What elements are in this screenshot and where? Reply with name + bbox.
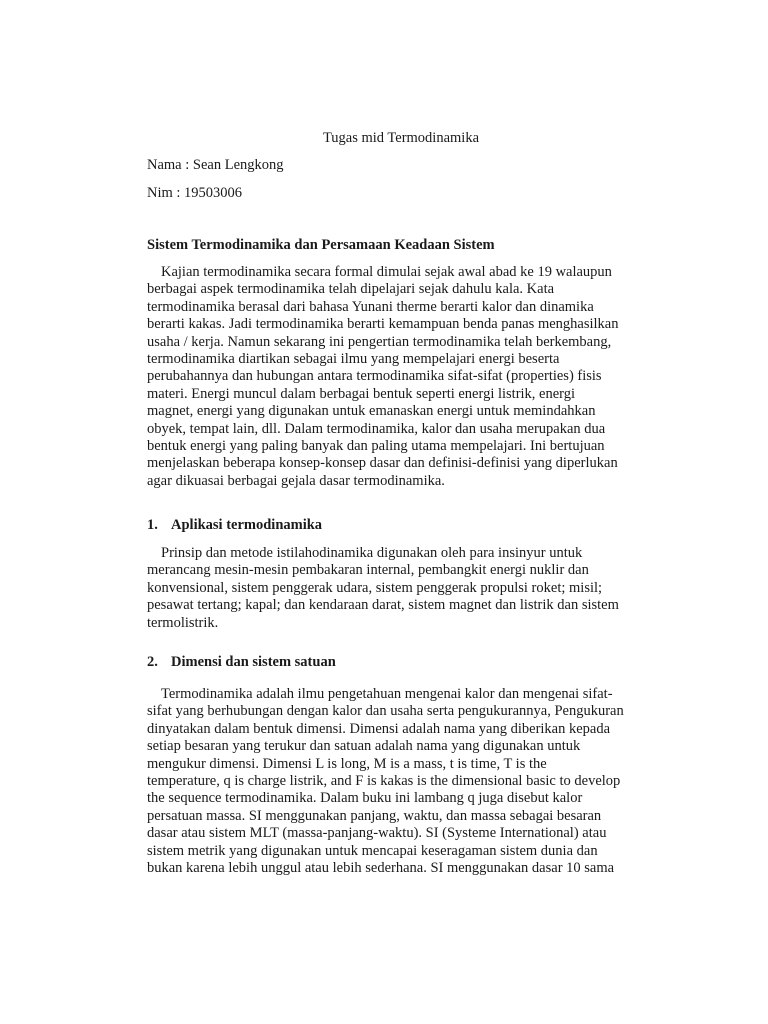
paragraph-line: bukan karena lebih unggul atau lebih sederhana. SI menggunakan dasar 10 sama <box>147 860 615 877</box>
paragraph-line: termolistrik. <box>147 614 219 631</box>
paragraph-line: Termodinamika adalah ilmu pengetahuan mengenai kalor dan mengenai sifat- <box>161 686 613 702</box>
section-number: 1. <box>147 517 158 533</box>
student-id-line: Nim : 19503006 <box>147 185 243 201</box>
paragraph-line: temperature, q is charge listrik, and F is kakas is the dimensional basic to develop <box>147 773 621 790</box>
section-2-heading <box>147 654 336 671</box>
paragraph-line: dasar atau sistem MLT (massa-panjang-waktu). SI (Systeme International) atau <box>147 825 607 842</box>
intro-paragraph <box>147 264 652 490</box>
section-2-paragraph <box>147 686 652 877</box>
section-title: Aplikasi termodinamika <box>171 517 323 533</box>
paragraph-line: mengukur dimensi. Dimensi L is long, M is a mass, t is time, T is the <box>147 755 547 772</box>
section-1-paragraph <box>147 545 652 632</box>
paragraph-line: pesawat tertang; kapal; dan kendaraan darat, sistem magnet dan listrik dan sistem <box>147 597 619 614</box>
paragraph-line: termodinamika berasal dari bahasa Yunani therme berarti kalor dan dinamika <box>147 298 594 315</box>
paragraph-line: the sequence termodinamika. Dalam buku ini lambang q juga disebut kalor <box>147 790 583 807</box>
paragraph-line: berbagai aspek termodinamika telah dipelajari sejak dahulu kala. Kata <box>147 281 555 298</box>
paragraph-line: persatuan massa. SI menggunakan panjang, waktu, dan massa sebagai besaran <box>147 807 602 824</box>
paragraph-line: konvensional, sistem penggerak udara, sistem penggerak propulsi roket; misil; <box>147 579 603 596</box>
paragraph-line: obyek, tempat lain, dll. Dalam termodinamika, kalor dan usaha merupakan dua <box>147 420 606 437</box>
paragraph-line: setiap besaran yang terukur dan satuan adalah nama yang digunakan untuk <box>147 738 581 755</box>
section-1-heading <box>147 517 322 534</box>
paragraph-line: merancang mesin-mesin pembakaran internal, pembangkit energi nuklir dan <box>147 562 589 579</box>
paragraph-line: berarti kakas. Jadi termodinamika berarti kemampuan benda panas menghasilkan <box>147 316 619 333</box>
section-number: 2. <box>147 654 158 670</box>
section-heading: Sistem Termodinamika dan Persamaan Keadaan Sistem <box>147 237 495 253</box>
paragraph-line: perubahannya dan hubungan antara termodinamika sifat-sifat (properties) fisis <box>147 368 602 385</box>
paragraph-line: Prinsip dan metode istilahodinamika digunakan oleh para insinyur untuk <box>161 545 583 561</box>
paragraph-line: sistem metrik yang digunakan untuk mencapai keseragaman sistem dunia dan <box>147 842 598 859</box>
paragraph-line: sifat yang berhubungan dengan kalor dan usaha serta pengukurannya, Pengukuran <box>147 703 624 720</box>
document-title: Tugas mid Termodinamika <box>322 130 480 146</box>
section-title: Dimensi dan sistem satuan <box>171 654 336 670</box>
paragraph-line: usaha / kerja. Namun sekarang ini pengertian termodinamika telah berkembang, <box>147 333 612 350</box>
paragraph-line: dinyatakan dalam bentuk dimensi. Dimensi adalah nama yang diberikan kepada <box>147 720 611 737</box>
paragraph-line: termodinamika diartikan sebagai ilmu yang mempelajari energi beserta <box>147 351 560 368</box>
author-name-line: Nama : Sean Lengkong <box>147 157 284 173</box>
paragraph-line: magnet, energi yang digunakan untuk emanaskan energi untuk memindahkan <box>147 403 596 420</box>
paragraph-line: Kajian termodinamika secara formal dimulai sejak awal abad ke 19 walaupun <box>161 264 612 280</box>
paragraph-line: materi. Energi muncul dalam berbagai bentuk seperti energi listrik, energi <box>147 385 576 402</box>
paragraph-line: agar dikuasai berbagai gejala dasar termodinamika. <box>147 472 445 489</box>
paragraph-line: menjelaskan beberapa konsep-konsep dasar dan definisi-definisi yang diperlukan <box>147 455 618 472</box>
paragraph-line: bentuk energi yang paling banyak dan paling utama mempelajari. Ini bertujuan <box>147 438 605 455</box>
